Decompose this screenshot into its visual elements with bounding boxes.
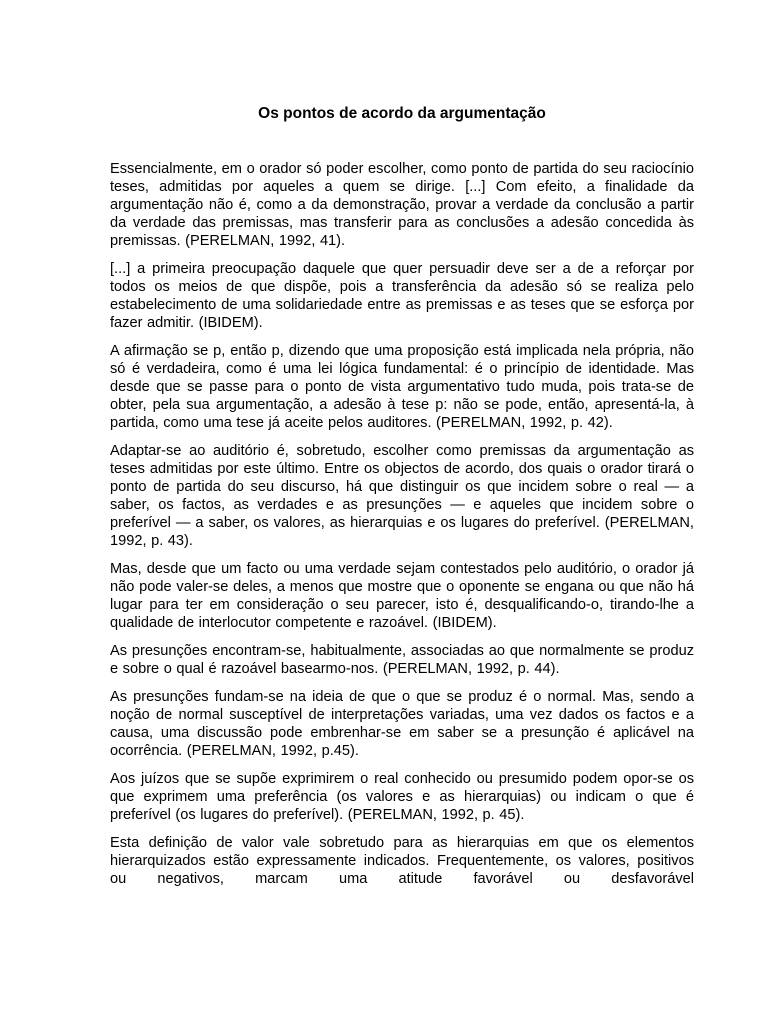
paragraph-9: Esta definição de valor vale sobretudo para as hierarquias em que os elementos hierarquizados estão expressamente indicados. Frequentemente, os valores, positivos ou negativos, marcam uma atitude favorável ou desfavorável xyxy=(110,835,694,887)
document-body xyxy=(110,160,694,898)
paragraph-6: As presunções encontram-se, habitualmente, associadas ao que normalmente se produz e sobre o qual é razoável basearmo-nos. (PERELMAN, 1992, p. 44). xyxy=(110,643,694,677)
paragraph-5: Mas, desde que um facto ou uma verdade sejam contestados pelo auditório, o orador já não pode valer-se deles, a menos que mostre que o oponente se engana ou que não há lugar para ter em consideração o seu parecer, isto é, desqualificando-o, tirando-lhe a qualidade de interlocutor competente e razoável. (IBIDEM). xyxy=(110,561,694,631)
paragraph-2: [...] a primeira preocupação daquele que quer persuadir deve ser a de a reforçar por todos os meios de que dispõe, pois a transferência da adesão só se realiza pelo estabelecimento de uma solidariedade entre as premissas e as teses que se esforça por fazer admitir. (IBIDEM). xyxy=(110,261,694,331)
document-title: Os pontos de acordo da argumentação xyxy=(258,105,546,122)
paragraph-1: Essencialmente, em o orador só poder escolher, como ponto de partida do seu raciocínio teses, admitidas por aqueles a quem se dirige. [...] Com efeito, a finalidade da argumentação não é, como a da demonstração, provar a verdade da conclusão a partir da verdade das premissas, mas transferir para as conclusões a adesão concedida às premissas. (PERELMAN, 1992, 41). xyxy=(110,161,694,249)
paragraph-4: Adaptar-se ao auditório é, sobretudo, escolher como premissas da argumentação as teses admitidas por este último. Entre os objectos de acordo, dos quais o orador tirará o ponto de partida do seu discurso, há que distinguir os que incidem sobre o real — a saber, os factos, as verdades e as presunções — e aqueles que incidem sobre o preferível — a saber, os valores, as hierarquias e os lugares do preferível. (PERELMAN, 1992, p. 43). xyxy=(110,443,694,549)
paragraph-3: A afirmação se p, então p, dizendo que uma proposição está implicada nela própria, não só é verdadeira, como é uma lei lógica fundamental: é o princípio de identidade. Mas desde que se passe para o ponto de vista argumentativo tudo muda, pois trata-se de obter, pela sua argumentação, a adesão à tese p: não se pode, então, apresentá-la, à partida, como uma tese já aceite pelos auditores. (PERELMAN, 1992, p. 42). xyxy=(110,343,694,431)
paragraph-7: As presunções fundam-se na ideia de que o que se produz é o normal. Mas, sendo a noção de normal susceptível de interpretações variadas, uma vez dados os factos e a causa, uma discussão pode embrenhar-se em saber se a presunção é aplicável na ocorrência. (PERELMAN, 1992, p.45). xyxy=(110,689,694,759)
paragraph-8: Aos juízos que se supõe exprimirem o real conhecido ou presumido podem opor-se os que exprimem uma preferência (os valores e as hierarquias) ou indicam o que é preferível (os lugares do preferível). (PERELMAN, 1992, p. 45). xyxy=(110,771,694,823)
